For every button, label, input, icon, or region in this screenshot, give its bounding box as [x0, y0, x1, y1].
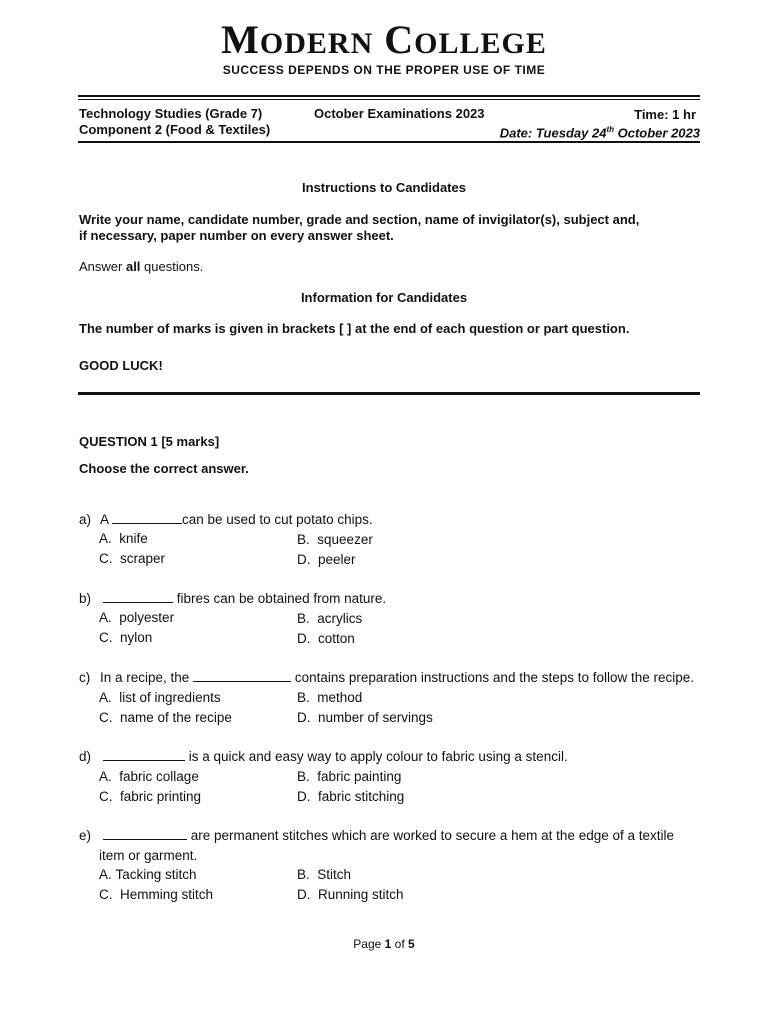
exam-time: Time: 1 hr: [634, 107, 696, 122]
header-bottom-rule: [78, 141, 700, 143]
question-item-e-continuation: item or garment.: [99, 848, 198, 863]
answer-all-note: Answer all questions.: [79, 259, 204, 274]
page-number: Page 1 of 5: [353, 937, 415, 951]
option-b-c: C. nylon: [99, 630, 153, 645]
question-item-e: e) are permanent stitches which are worked to secure a hem at the edge of a textile: [79, 828, 675, 843]
instructions-heading: Instructions to Candidates: [302, 180, 466, 195]
option-a-d: D. peeler: [297, 552, 356, 567]
subject-label: Technology Studies (Grade 7): [79, 106, 263, 121]
item-label: c): [79, 670, 91, 685]
option-d-d: D. fabric stitching: [297, 789, 405, 804]
option-d-a: A. fabric collage: [99, 769, 199, 784]
good-luck: GOOD LUCK!: [79, 358, 163, 373]
college-name: MODERN COLLEGE: [221, 17, 547, 62]
item-label: a): [79, 512, 92, 527]
option-b-a: A. polyester: [99, 610, 175, 625]
option-e-a: A. Tacking stitch: [99, 867, 197, 882]
exam-session: October Examinations 2023: [314, 106, 485, 121]
option-d-c: C. fabric printing: [99, 789, 202, 804]
option-c-a: A. list of ingredients: [99, 690, 221, 705]
header-top-rule: [78, 95, 700, 97]
option-c-d: D. number of servings: [297, 710, 433, 725]
option-d-b: B. fabric painting: [297, 769, 402, 784]
option-b-b: B. acrylics: [297, 611, 363, 626]
option-a-b: B. squeezer: [297, 532, 373, 547]
answer-blank: [103, 590, 173, 603]
component-label: Component 2 (Food & Textiles): [79, 122, 271, 137]
question-item-c: c) In a recipe, the contains preparation instructions and the steps to follow the recipe.: [79, 670, 695, 685]
option-e-b: B. Stitch: [297, 867, 352, 882]
option-b-d: D. cotton: [297, 631, 355, 646]
instructions-line-2: if necessary, paper number on every answer sheet.: [79, 228, 394, 243]
item-label: d): [79, 749, 92, 764]
question-item-d: d) is a quick and easy way to apply colour to fabric using a stencil.: [79, 749, 568, 764]
answer-blank: [103, 827, 187, 840]
marks-note: The number of marks is given in brackets [ ] at the end of each question or part question.: [79, 321, 630, 336]
question-item-b: b) fibres can be obtained from nature.: [79, 591, 387, 606]
option-a-c: C. scraper: [99, 551, 166, 566]
option-e-d: D. Running stitch: [297, 887, 404, 902]
section-divider: [78, 392, 700, 395]
answer-blank: [103, 748, 185, 761]
option-a-a: A. knife: [99, 531, 148, 546]
option-c-b: B. method: [297, 690, 363, 705]
item-label: b): [79, 591, 92, 606]
exam-date: Date: Tuesday 24th October 2023: [499, 125, 700, 141]
answer-blank: [112, 511, 182, 524]
college-motto: SUCCESS DEPENDS ON THE PROPER USE OF TIME: [222, 63, 546, 77]
option-e-c: C. Hemming stitch: [99, 887, 214, 902]
option-c-c: C. name of the recipe: [99, 710, 232, 725]
question-1-instruction: Choose the correct answer.: [79, 461, 249, 476]
question-1-title: QUESTION 1 [5 marks]: [79, 434, 220, 449]
item-label: e): [79, 828, 92, 843]
question-item-a: a) A can be used to cut potato chips.: [79, 512, 373, 527]
answer-blank: [193, 669, 291, 682]
instructions-line-1: Write your name, candidate number, grade and section, name of invigilator(s), subject and,: [79, 212, 640, 227]
information-heading: Information for Candidates: [300, 290, 468, 305]
header-top-rule-thin: [78, 99, 700, 100]
